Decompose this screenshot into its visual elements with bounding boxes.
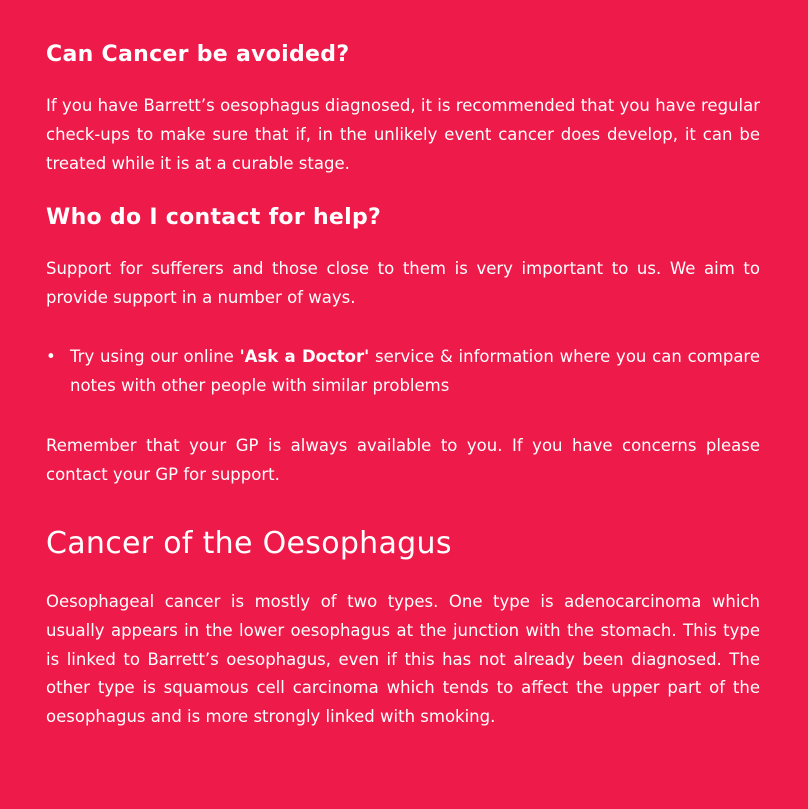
list-item	[46, 343, 760, 401]
bullet-list	[46, 343, 760, 401]
ask-a-doctor-emphasis: 'Ask a Doctor'	[239, 346, 370, 366]
heading-cancer-of-the-oesophagus: Cancer of the Oesophagus	[46, 525, 452, 561]
paragraph-support: Support for sufferers and those close to them is very important to us. We aim to provide support in a number of ways.	[46, 259, 760, 307]
paragraph-avoid: If you have Barrett’s oesophagus diagnosed, it is recommended that you have regular check-ups to make sure that if, in the unlikely event cancer does develop, it can be treated while it is at a curable stage.	[46, 96, 760, 173]
bullet-text-suffix: service & information where you can compare notes with other people with similar problems	[70, 346, 761, 395]
paragraph-gp-note: Remember that your GP is always available to you. If you have concerns please contact your GP for support.	[46, 436, 760, 485]
bullet-text-prefix: Try using our online	[70, 346, 240, 366]
bullet-icon: •	[46, 346, 56, 366]
paragraph-oesophageal-cancer: Oesophageal cancer is mostly of two types. One type is adenocarcinoma which usually appears in the lower oesophagus at the junction with the stomach. This type is linked to Barrett’s oesophagus, even if this has not already been diagnosed. The other type is squamous cell carcinoma which tends to affect the upper part of the oesophagus and is more strongly linked with smoking.	[46, 591, 760, 727]
heading-can-cancer-be-avoided: Can Cancer be avoided?	[46, 42, 350, 67]
heading-who-do-i-contact: Who do I contact for help?	[46, 204, 382, 230]
